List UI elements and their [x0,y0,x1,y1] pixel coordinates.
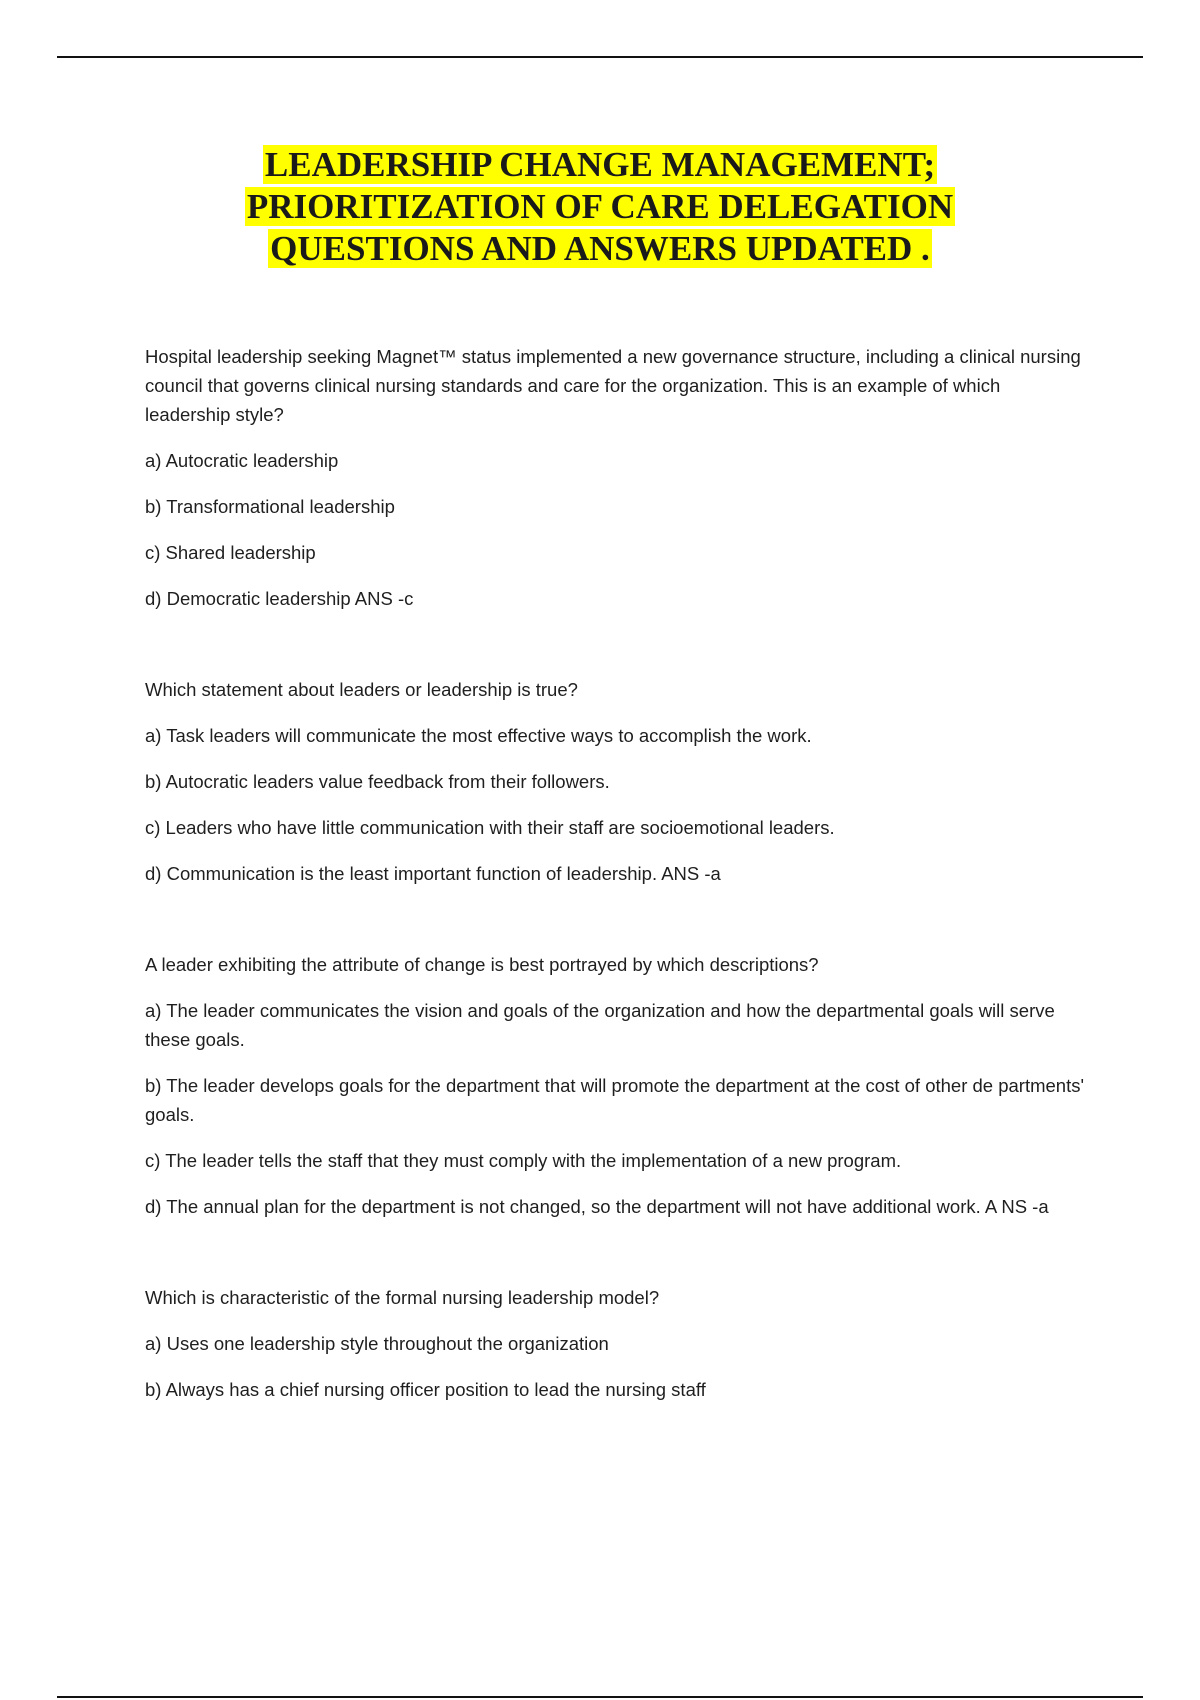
answer-option: d) Communication is the least important function of leadership. ANS -a [145,863,721,884]
question-stem: Which statement about leaders or leadership is true? [145,679,578,700]
answer-option: b) The leader develops goals for the department that will promote the department at the cost of other de partments' goals. [145,1075,1085,1125]
question-2 [145,675,1090,888]
document-title [0,144,1200,270]
answer-option: a) Uses one leadership style throughout the organization [145,1333,609,1354]
answer-option: a) Autocratic leadership [145,450,339,471]
answer-option: b) Autocratic leaders value feedback from their followers. [145,771,610,792]
question-stem: Hospital leadership seeking Magnet™ status implemented a new governance structure, including a clinical nursing council that governs clinical nursing standards and care for the organization. This is an example of which leadership style? [145,346,1081,425]
answer-option: b) Transformational leadership [145,496,395,517]
question-3 [145,950,1090,1221]
bottom-rule [57,1696,1143,1698]
title-line-1: LEADERSHIP CHANGE MANAGEMENT; [264,145,936,184]
answer-option: d) The annual plan for the department is not changed, so the department will not have additional work. A NS -a [145,1196,1049,1217]
top-rule [57,56,1143,58]
question-4 [145,1283,1090,1404]
title-line-3: QUESTIONS AND ANSWERS UPDATED . [270,229,930,268]
answer-option: d) Democratic leadership ANS -c [145,588,414,609]
answer-option: c) The leader tells the staff that they must comply with the implementation of a new program. [145,1150,902,1171]
answer-option: b) Always has a chief nursing officer position to lead the nursing staff [145,1379,706,1400]
answer-option: c) Shared leadership [145,542,316,563]
answer-option: c) Leaders who have little communication with their staff are socioemotional leaders. [145,817,835,838]
answer-option: a) The leader communicates the vision and goals of the organization and how the departmental goals will serve these goals. [145,1000,1055,1050]
question-stem: A leader exhibiting the attribute of change is best portrayed by which descriptions? [145,954,819,975]
question-list [145,342,1090,1466]
question-1 [145,342,1090,613]
title-line-2: PRIORITIZATION OF CARE DELEGATION [246,187,954,226]
answer-option: a) Task leaders will communicate the most effective ways to accomplish the work. [145,725,812,746]
question-stem: Which is characteristic of the formal nursing leadership model? [145,1287,660,1308]
